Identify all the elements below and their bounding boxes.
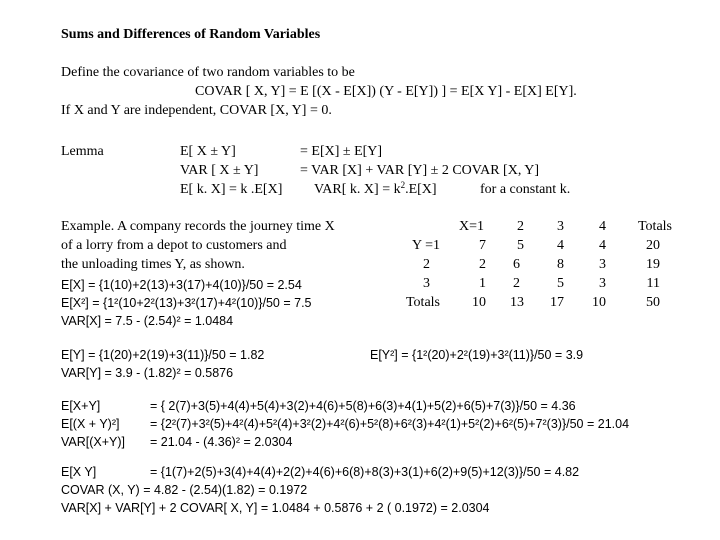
expectation-x: E[X] = {1(10)+2(13)+3(17)+4(10)}/50 = 2.54 — [61, 278, 302, 292]
table-cell: 50 — [646, 295, 660, 310]
lemma-scaling-variance-tail: .E[X] — [405, 182, 437, 197]
lemma-variance-left: VAR [ X ± Y] — [180, 163, 259, 178]
table-cell: 20 — [646, 238, 660, 253]
page-title: Sums and Differences of Random Variables — [61, 27, 321, 42]
table-cell: 10 — [472, 295, 486, 310]
table-cell: 11 — [646, 276, 660, 291]
table-cell: 4 — [599, 238, 606, 253]
sum-variance-label: VAR[(X+Y)] — [61, 435, 126, 449]
table-row-header: Y =1 — [412, 238, 440, 253]
lemma-scaling-variance — [314, 181, 437, 199]
table-row-header: 2 — [423, 257, 430, 272]
table-col-header: 3 — [557, 219, 564, 234]
sum-variance-expr: = 21.04 - (4.36)² = 2.0304 — [150, 435, 293, 449]
example-line-2: of a lorry from a depot to customers and — [61, 238, 287, 253]
table-col-header: Totals — [637, 219, 672, 234]
table-row-header: Totals — [405, 295, 440, 310]
lemma-scaling-expectation: E[ k. X] = k .E[X] — [180, 182, 283, 197]
table-cell: 8 — [557, 257, 564, 272]
table-cell: 10 — [592, 295, 606, 310]
table-cell: 2 — [479, 257, 486, 272]
lemma-scaling-exponent: 2 — [400, 180, 406, 190]
variance-x: VAR[X] = 7.5 - (2.54)² = 1.0484 — [61, 314, 234, 328]
table-cell: 17 — [550, 295, 564, 310]
lemma-expectation-left: E[ X ± Y] — [180, 144, 236, 159]
lemma-variance-right: = VAR [X] + VAR [Y] ± 2 COVAR [X, Y] — [300, 163, 540, 178]
example-line-1: Example. A company records the journey time X — [61, 219, 335, 234]
table-cell: 4 — [557, 238, 564, 253]
table-cell: 1 — [479, 276, 486, 291]
table-cell: 7 — [479, 238, 486, 253]
variance-y: VAR[Y] = 3.9 - (1.82)² = 0.5876 — [61, 366, 234, 380]
table-col-header: X=1 — [458, 219, 484, 234]
table-cell: 5 — [517, 238, 524, 253]
sum-square-expectation-label: E[(X + Y)²] — [61, 417, 120, 431]
lemma-scaling-variance-text: VAR[ k. X] = k — [314, 182, 401, 197]
covariance-result: COVAR (X, Y) = 4.82 - (2.54)(1.82) = 0.1972 — [61, 483, 308, 497]
independence-statement: If X and Y are independent, COVAR [X, Y] = 0. — [61, 103, 332, 118]
covariance-formula: COVAR [ X, Y] = E [(X - E[X]) (Y - E[Y]) ] = E[X Y] - E[X] E[Y]. — [195, 84, 577, 99]
table-cell: 19 — [646, 257, 660, 272]
product-expectation-label: E[X Y] — [61, 465, 97, 479]
table-cell: 13 — [510, 295, 524, 310]
lemma-label: Lemma — [61, 144, 104, 159]
table-col-header: 4 — [599, 219, 606, 234]
expectation-x-squared: E[X²] = {1²(10+2²(13)+3²(17)+4²(10)}/50 = 7.5 — [61, 296, 312, 310]
sum-square-expectation-expr: = {2²(7)+3²(5)+4²(4)+5²(4)+3²(2)+4²(6)+5²(8)+6²(3)+4²(1)+5²(2)+6²(5)+7²(3)}/50 = 21.04 — [150, 417, 630, 431]
sum-expectation-expr: = { 2(7)+3(5)+4(4)+5(4)+3(2)+4(6)+5(8)+6(3)+4(1)+5(2)+6(5)+7(3)}/50 = 4.36 — [150, 399, 576, 413]
lemma-constant-note: for a constant k. — [480, 182, 571, 197]
lemma-expectation-right: = E[X] ± E[Y] — [300, 144, 383, 159]
product-expectation-expr: = {1(7)+2(5)+3(4)+4(4)+2(2)+4(6)+6(8)+8(3)+3(1)+6(2)+9(5)+12(3)}/50 = 4.82 — [150, 465, 580, 479]
expectation-y-squared: E[Y²] = {1²(20)+2²(19)+3²(11)}/50 = 3.9 — [370, 348, 584, 362]
table-cell: 6 — [513, 257, 520, 272]
table-cell: 3 — [599, 257, 606, 272]
table-col-header: 2 — [517, 219, 524, 234]
covariance-definition-intro: Define the covariance of two random variables to be — [61, 65, 355, 80]
table-row-header: 3 — [423, 276, 430, 291]
variance-sum-check: VAR[X] + VAR[Y] + 2 COVAR[ X, Y] = 1.0484 + 0.5876 + 2 ( 0.1972) = 2.0304 — [61, 501, 490, 515]
expectation-y: E[Y] = {1(20)+2(19)+3(11)}/50 = 1.82 — [61, 348, 265, 362]
sum-expectation-label: E[X+Y] — [61, 399, 101, 413]
example-line-3: the unloading times Y, as shown. — [61, 257, 245, 272]
table-cell: 2 — [513, 276, 520, 291]
table-cell: 3 — [599, 276, 606, 291]
table-cell: 5 — [557, 276, 564, 291]
